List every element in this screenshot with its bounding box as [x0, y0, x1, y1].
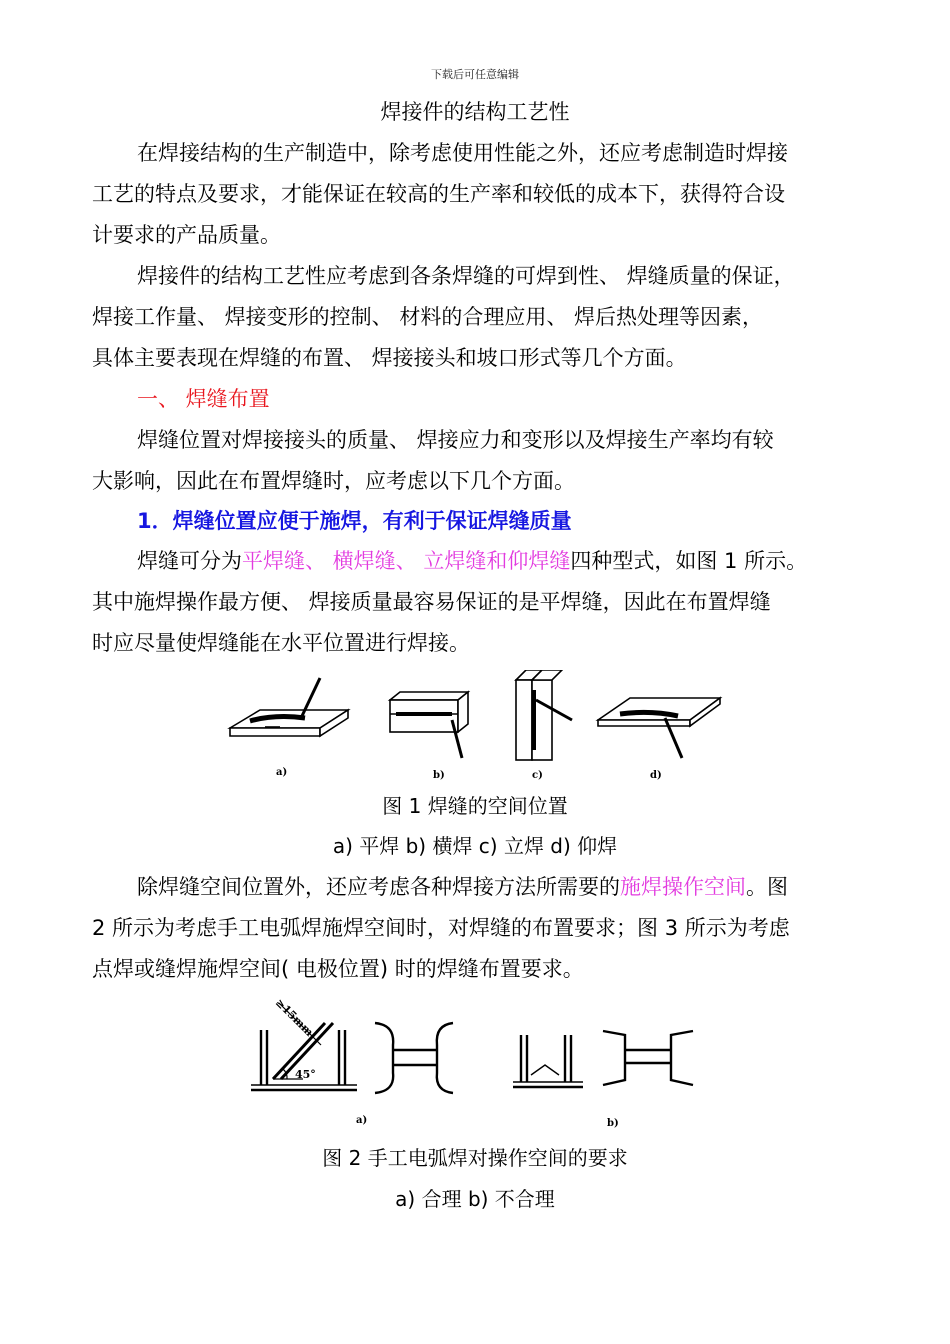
para5-line3: 点焊或缝焊施焊空间( 电极位置) 时的焊缝布置要求。	[92, 957, 584, 981]
angle-label: 45°	[295, 1068, 316, 1081]
para4-lead: 焊缝可分为	[137, 549, 242, 573]
fig2-subcaption: a) 合理 b) 不合理	[395, 1187, 555, 1211]
dimension-label: ≥15mm	[272, 996, 316, 1040]
para5-line2: 2 所示为考虑手工电弧焊施焊空间时，对焊缝的布置要求；图 3 所示为考虑	[92, 916, 790, 940]
page-header: 下载后可任意编辑	[431, 68, 519, 81]
para1-line1: 在焊接结构的生产制造中，除考虑使用性能之外，还应考虑制造时焊接	[137, 141, 788, 165]
fig1-label-a: a)	[276, 767, 288, 778]
para3-line2: 大影响，因此在布置焊缝时，应考虑以下几个方面。	[92, 469, 575, 493]
para3-line1: 焊缝位置对焊接接头的质量、 焊接应力和变形以及焊接生产率均有较	[137, 428, 774, 452]
horizontal-weld-illustration	[390, 692, 468, 758]
para2-line2: 焊接工作量、 焊接变形的控制、 材料的合理应用、 焊后热处理等因素，	[92, 305, 764, 329]
fig1-label-d: d)	[650, 770, 662, 781]
reasonable-i-beam-illustration	[375, 1023, 453, 1093]
para5-tail: 。图	[746, 875, 788, 899]
para2-line1: 焊接件的结构工艺性应考虑到各条焊缝的可焊到性、 焊缝质量的保证，	[137, 264, 795, 288]
para4-line2: 其中施焊操作最方便、 焊接质量最容易保证的是平焊缝，因此在布置焊缝	[92, 590, 771, 614]
fig2-caption: 图 2 手工电弧焊对操作空间的要求	[322, 1146, 628, 1170]
flat-weld-illustration	[230, 678, 348, 736]
section-heading: 一、 焊缝布置	[137, 387, 270, 411]
overhead-weld-illustration	[598, 698, 720, 758]
para4-tail: 四种型式，如图 1 所示。	[570, 549, 808, 573]
fig1-label-b: b)	[433, 770, 445, 781]
para4-line3: 时应尽量使焊缝能在水平位置进行焊接。	[92, 631, 470, 655]
para4-line1	[137, 547, 807, 575]
para5-line1	[137, 873, 788, 901]
weld-types-highlight: 平焊缝、 横焊缝、 立焊缝和仰焊缝	[242, 549, 571, 573]
subsection-heading: 1．焊缝位置应便于施焊，有利于保证焊缝质量	[137, 509, 572, 533]
figure1-weld-positions	[220, 670, 740, 790]
para2-line3: 具体主要表现在焊缝的布置、 焊接接头和坡口形式等几个方面。	[92, 346, 687, 370]
para1-line3: 计要求的产品质量。	[92, 223, 281, 247]
figure2-operation-space	[245, 995, 705, 1130]
operation-space-highlight: 施焊操作空间	[620, 875, 746, 899]
para1-line2: 工艺的特点及要求，才能保证在较高的生产率和较低的成本下，获得符合设	[92, 182, 785, 206]
vertical-weld-illustration	[516, 670, 572, 760]
fig1-caption: 图 1 焊缝的空间位置	[382, 794, 568, 818]
para5-lead: 除焊缝空间位置外，还应考虑各种焊接方法所需要的	[137, 875, 620, 899]
unreasonable-channel-illustration	[513, 1035, 583, 1087]
fig1-subcaption: a) 平焊 b) 横焊 c) 立焊 d) 仰焊	[332, 834, 618, 858]
fig2-label-b: b)	[607, 1118, 619, 1129]
fig2-label-a: a)	[356, 1115, 368, 1126]
document-title: 焊接件的结构工艺性	[380, 100, 570, 124]
fig1-label-c: c)	[532, 770, 543, 781]
unreasonable-i-beam-illustration	[603, 1031, 693, 1085]
